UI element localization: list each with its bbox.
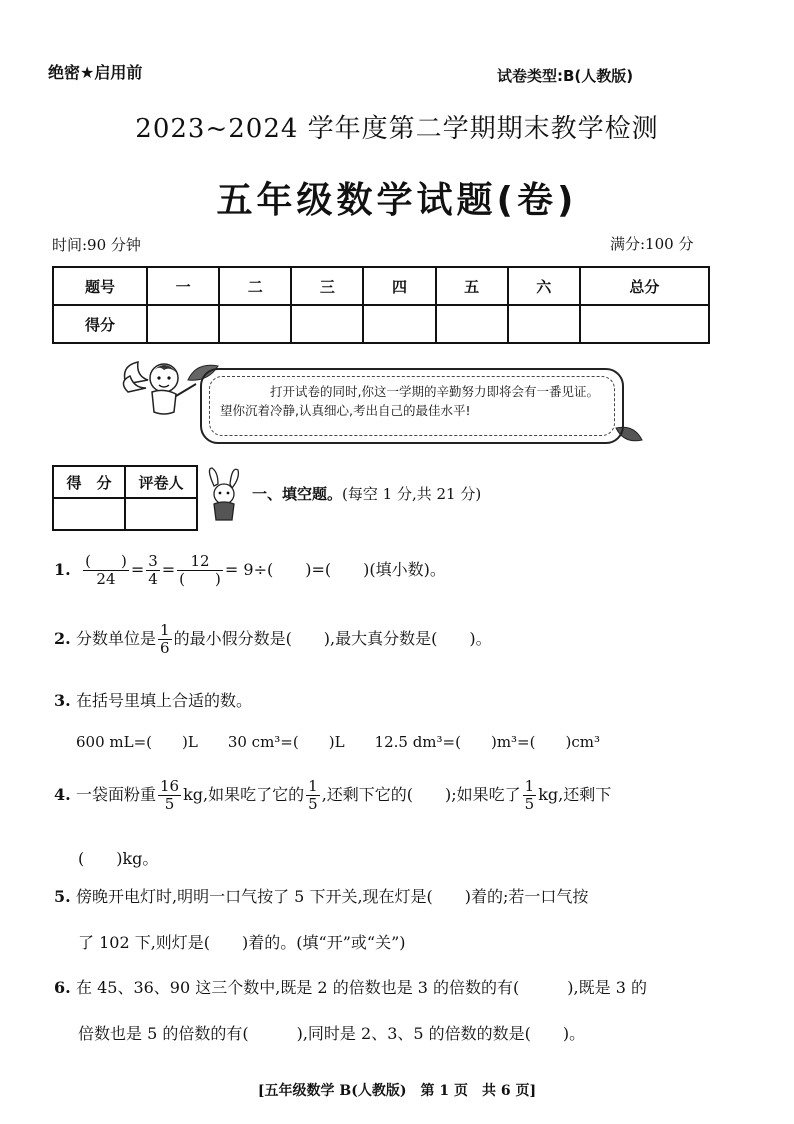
score-input-cell[interactable] (580, 305, 709, 343)
question-3 (54, 688, 252, 711)
question-number: 1. (54, 560, 71, 579)
fraction-top-blank[interactable]: ( ) (85, 552, 127, 570)
section-title-note: (每空 1 分,共 21 分) (342, 485, 482, 503)
grader-name-label: 评卷人 (125, 466, 197, 498)
score-row-label: 得分 (53, 305, 147, 343)
question-text: ,还剩下它的( );如果吃了 (321, 785, 521, 804)
fraction (146, 553, 160, 588)
encouragement-text: 打开试卷的同时,你这一学期的辛勤努力即将会有一番见证。望你沉着冷静,认真细心,考出自己的最佳水平! (209, 376, 615, 436)
fraction (177, 553, 223, 588)
question-number: 6. (54, 978, 71, 997)
fraction-top: 1 (524, 777, 535, 795)
grader-score-cell[interactable] (53, 498, 125, 530)
exam-title-line1: 2023~2024 学年度第二学期期末教学检测 (135, 114, 659, 144)
question-5-line2: 了 102 下,则灯是( )着的。(填“开”或“关”) (78, 933, 406, 952)
score-header-cell: 四 (363, 267, 435, 305)
question-text: 傍晚开电灯时,明明一口气按了 5 下开关,现在灯是( )着的;若一口气按 (76, 887, 589, 906)
equals-sign: = (130, 560, 145, 579)
fraction (158, 622, 172, 657)
question-text: kg,还剩下 (538, 785, 612, 804)
fraction-bottom-blank[interactable]: ( ) (179, 570, 221, 588)
question-number: 4. (54, 785, 71, 804)
fraction (83, 553, 129, 588)
fraction-bottom: 5 (524, 795, 535, 813)
rabbit-illustration (200, 466, 248, 522)
question-text: kg,如果吃了它的 (183, 785, 305, 804)
fraction-top: 3 (148, 552, 158, 570)
page-footer: [五年级数学 B(人教版) 第 1 页 共 6 页] (257, 1083, 537, 1099)
score-table-header-row (53, 267, 709, 305)
score-header-cell: 五 (436, 267, 508, 305)
section-title (252, 483, 481, 504)
fraction-top: 16 (160, 777, 180, 795)
fraction-bottom: 5 (164, 795, 175, 813)
question-6 (54, 975, 647, 998)
paper-type-label: 试卷类型:B(人教版) (497, 67, 634, 85)
score-input-cell[interactable] (219, 305, 291, 343)
question-5 (54, 884, 588, 907)
question-number: 3. (54, 691, 71, 710)
score-table (52, 266, 710, 344)
question-text: 分数单位是 (76, 629, 157, 648)
score-header-cell: 三 (291, 267, 363, 305)
fraction (523, 778, 537, 813)
time-limit: 时间:90 分钟 (52, 236, 141, 254)
score-input-cell[interactable] (147, 305, 219, 343)
question-text: 在括号里填上合适的数。 (76, 691, 253, 710)
fraction-bottom: 6 (160, 639, 170, 657)
score-header-cell: 二 (219, 267, 291, 305)
question-6-line2: 倍数也是 5 的倍数的有( ),同时是 2、3、5 的倍数的数是( )。 (78, 1024, 586, 1043)
question-text: 的最小假分数是( ),最大真分数是( )。 (173, 629, 492, 648)
exam-title-line2: 五年级数学试题(卷) (216, 180, 578, 221)
grader-table (52, 465, 198, 531)
encouragement-box (200, 368, 624, 444)
score-input-cell[interactable] (508, 305, 580, 343)
score-header-cell: 六 (508, 267, 580, 305)
question-text: 在 45、36、90 这三个数中,既是 2 的倍数也是 3 的倍数的有( ),既是 3 的 (76, 978, 647, 997)
fraction (306, 778, 320, 813)
score-header-cell: 题号 (53, 267, 147, 305)
equals-sign: = (161, 560, 176, 579)
fraction-bottom: 24 (96, 570, 116, 588)
question-4-line2: ( )kg。 (78, 849, 159, 868)
score-table-score-row (53, 305, 709, 343)
question-text: = 9÷( )=( )(填小数)。 (224, 560, 446, 579)
question-number: 2. (54, 629, 71, 648)
score-input-cell[interactable] (436, 305, 508, 343)
question-1 (54, 553, 446, 588)
question-4 (54, 778, 611, 813)
question-text: 一袋面粉重 (76, 785, 157, 804)
grader-score-label: 得 分 (53, 466, 125, 498)
grader-name-cell[interactable] (125, 498, 197, 530)
score-header-cell: 一 (147, 267, 219, 305)
fraction (158, 778, 181, 813)
score-input-cell[interactable] (291, 305, 363, 343)
confidential-label: 绝密★启用前 (48, 63, 143, 82)
fraction-top: 12 (177, 553, 223, 571)
fraction-bottom: 5 (308, 795, 318, 813)
score-input-cell[interactable] (363, 305, 435, 343)
question-3-line: 600 mL=( )L 30 cm³=( )L 12.5 dm³=( )m³=( )cm³ (76, 733, 600, 751)
fraction-bottom: 4 (148, 570, 158, 588)
section-title-main: 一、填空题。 (252, 485, 343, 503)
question-2 (54, 622, 492, 657)
fraction-top: 1 (308, 777, 318, 795)
question-number: 5. (54, 887, 71, 906)
full-score: 满分:100 分 (610, 235, 694, 253)
fraction-top: 1 (160, 621, 170, 639)
score-header-cell: 总分 (580, 267, 709, 305)
